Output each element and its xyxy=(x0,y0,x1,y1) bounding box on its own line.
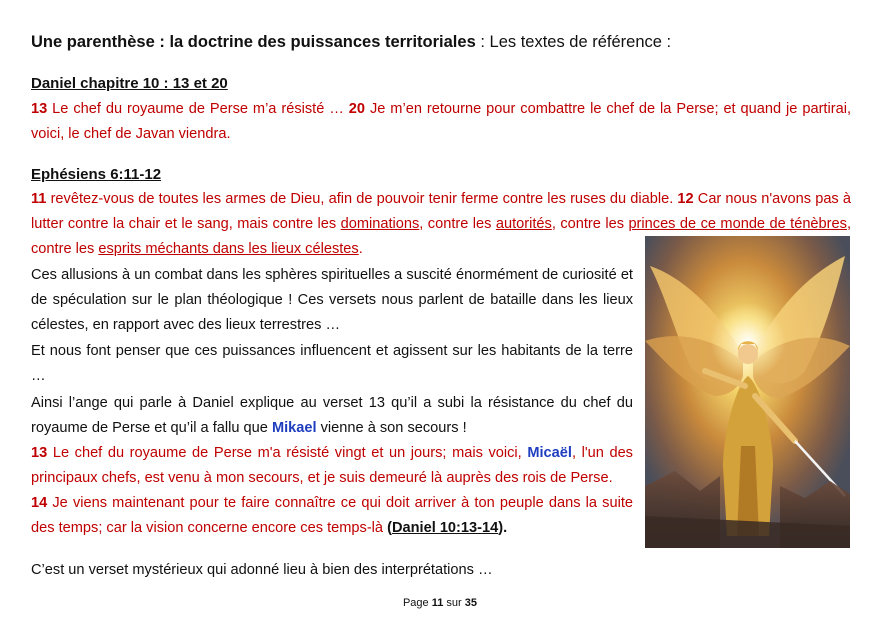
name-micael: Micaël xyxy=(527,445,572,461)
paragraph-allusions: Ces allusions à un combat dans les sphères spirituelles a suscité énormément de curiosité et de spéculation sur le plan théologique ! Ces versets nous parlent de bataille dans les lieux célestes, en rapport avec des lieux terrestres … xyxy=(31,267,633,333)
daniel-verses xyxy=(31,97,851,147)
verse-text: . xyxy=(358,241,363,257)
paragraph-conclusion: C’est un verset mystérieux qui adonné lieu à bien des interprétations … xyxy=(31,562,493,578)
verse-text: , l'un des principaux chefs, est venu à mon secours, et je suis demeuré là auprès des rois de Perse. xyxy=(31,445,633,486)
verse-text: revêtez-vous de toutes les armes de Dieu, afin de pouvoir tenir ferme contre les ruses du diable. xyxy=(46,191,678,207)
footer-page-total: 35 xyxy=(464,597,478,609)
footer-page-number: 11 xyxy=(431,597,444,609)
verse-text: , contre les xyxy=(551,216,629,232)
verse-text: Car nous n'avons pas à lutter contre la chair et le sang, mais contre les xyxy=(31,191,851,232)
verse-text: Le chef du royaume de Perse m’a résisté … xyxy=(47,101,349,117)
daniel-heading: Daniel chapitre 10 : 13 et 20 xyxy=(31,75,228,92)
verse-number: 20 xyxy=(348,101,366,117)
paragraph-text: Ainsi l’ange qui parle à Daniel explique au verset 13 qu’il a subi la résistance du chef du royaume de Perse et qu’il a fallu que xyxy=(31,395,633,436)
title-main: Une parenthèse : la doctrine des puissances territoriales xyxy=(31,33,476,51)
footer-page-word: Page xyxy=(402,597,432,609)
underlined-term: dominations xyxy=(340,216,420,232)
verse-number: 12 xyxy=(677,191,694,207)
name-mikael: Mikael xyxy=(271,420,317,436)
paragraph-puissances: Et nous font penser que ces puissances influencent et agissent sur les habitants de la terre … xyxy=(31,343,633,384)
archangel-illustration xyxy=(645,236,850,548)
verse-number: 13 xyxy=(31,101,48,117)
paragraph-ange xyxy=(31,391,633,441)
underlined-term: princes de ce monde de ténèbres xyxy=(628,216,847,232)
page-footer xyxy=(0,596,880,610)
ref-paren-close: ). xyxy=(498,520,508,536)
verse-text: Je m’en retourne pour combattre le chef de la Perse; et quand je partirai, voici, le chef de Javan viendra. xyxy=(31,101,852,142)
underlined-term: autorités xyxy=(495,216,552,232)
verse-text: , contre les xyxy=(419,216,496,232)
verse-text: Je viens maintenant pour te faire connaître ce qui doit arriver à ton peuple dans la suite des temps; car la vision concerne encore ces temps-là xyxy=(31,495,633,536)
ref-text: Daniel 10:13-14 xyxy=(391,520,499,536)
footer-sur: sur xyxy=(443,597,465,609)
page-title xyxy=(31,31,851,53)
underlined-term: esprits méchants dans les lieux célestes xyxy=(98,241,359,257)
verse-number: 13 xyxy=(31,445,48,461)
daniel-quote xyxy=(31,441,633,541)
reference-link[interactable] xyxy=(387,520,507,536)
verse-number: 14 xyxy=(31,495,48,511)
title-rest: Les textes de référence : xyxy=(489,33,672,51)
verse-text: Le chef du royaume de Perse m'a résisté vingt et un jours; mais voici, xyxy=(47,445,528,461)
title-separator: : xyxy=(475,33,490,51)
ephesiens-heading: Ephésiens 6:11-12 xyxy=(31,166,162,183)
verse-number: 11 xyxy=(31,191,47,207)
ref-paren-open: ( xyxy=(387,520,392,536)
verse-text: , contre les xyxy=(31,216,852,257)
paragraph-text: vienne à son secours ! xyxy=(316,420,467,436)
